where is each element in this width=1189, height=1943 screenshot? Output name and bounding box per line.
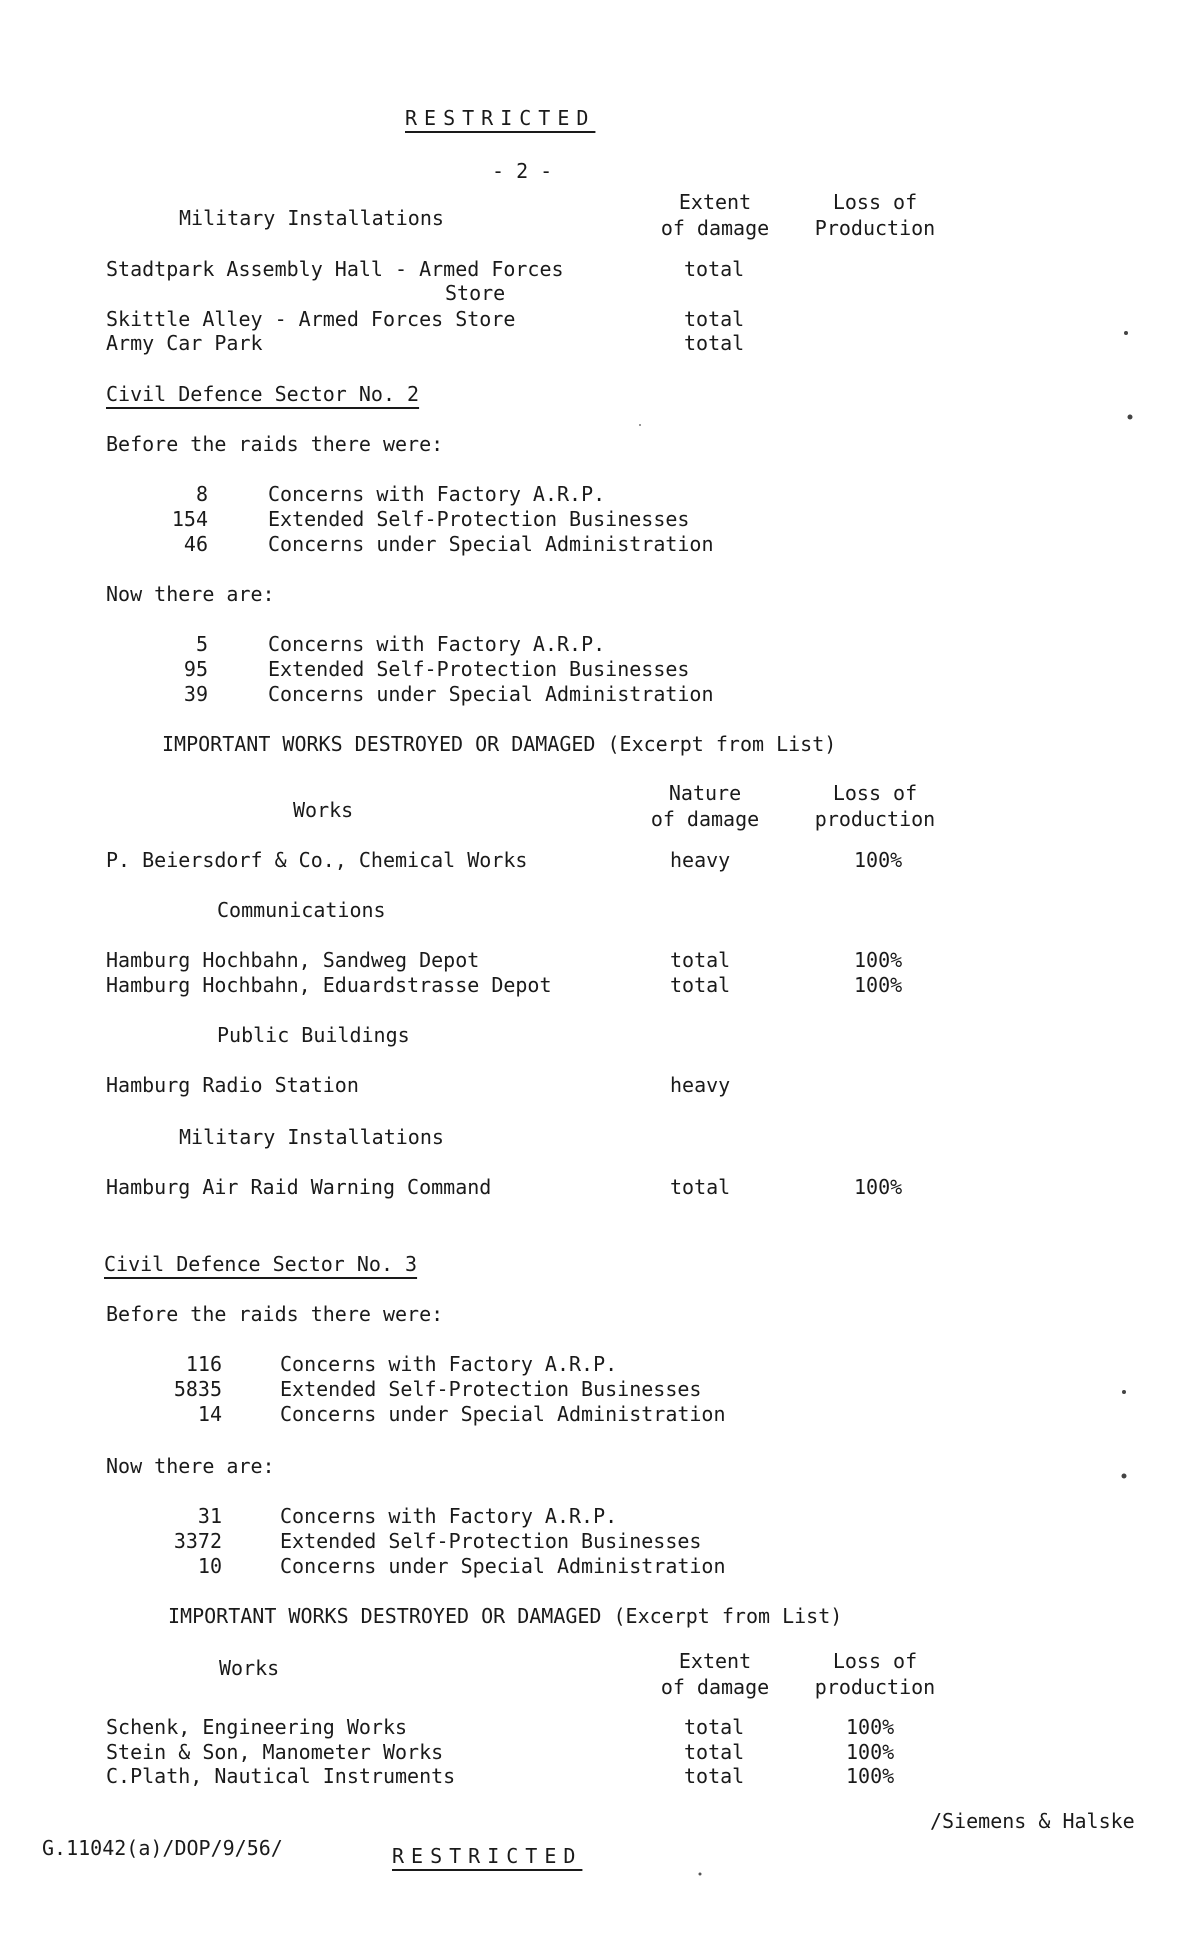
works-damage: heavy [670, 848, 731, 872]
works-loss: 100% [854, 1175, 903, 1199]
row-name: Army Car Park [106, 331, 263, 355]
document-reference: G.11042(a)/DOP/9/56/ [42, 1836, 283, 1860]
row-extent: total [684, 331, 745, 355]
count: 31 [197, 1504, 222, 1528]
works-name: Hamburg Hochbahn, Sandweg Depot [106, 948, 480, 972]
col-extent-line2: of damage [660, 216, 770, 240]
works-damage: total [684, 1740, 745, 1764]
works-loss: 100% [846, 1764, 895, 1788]
works-damage: total [670, 1175, 731, 1199]
sector3-now-label: Now there are: [106, 1454, 275, 1478]
col-nature-line2: of damage [650, 807, 760, 831]
sector3-title: Civil Defence Sector No. 3 [104, 1252, 418, 1276]
col-works: Works [219, 1656, 280, 1680]
works-damage: total [684, 1715, 745, 1739]
classification-footer: RESTRICTED [392, 1844, 583, 1868]
sector2-before-label: Before the raids there were: [106, 432, 444, 456]
works-name: Schenk, Engineering Works [106, 1715, 408, 1739]
count: 46 [183, 532, 208, 556]
count: 14 [197, 1402, 222, 1426]
communications-heading: Communications [217, 898, 386, 922]
works-loss: 100% [846, 1740, 895, 1764]
row-extent: total [684, 257, 745, 281]
row-extent: total [684, 307, 745, 331]
col-extent-line2: of damage [660, 1675, 770, 1699]
count: 5 [195, 632, 208, 656]
count-label: Extended Self-Protection Businesses [280, 1529, 702, 1553]
works-name: Hamburg Hochbahn, Eduardstrasse Depot [106, 973, 552, 997]
count-label: Extended Self-Protection Businesses [268, 657, 690, 681]
col-loss-line1: Loss of [832, 1649, 918, 1673]
row-name: Stadtpark Assembly Hall - Armed Forces [106, 257, 564, 281]
works-name: C.Plath, Nautical Instruments [106, 1764, 456, 1788]
col-extent-line1: Extent [678, 1649, 752, 1673]
col-loss-line1: Loss of [832, 781, 918, 805]
count: 10 [197, 1554, 222, 1578]
col-extent-line1: Extent [678, 190, 752, 214]
count: 95 [183, 657, 208, 681]
works-damage: total [684, 1764, 745, 1788]
count-label: Concerns under Special Administration [280, 1402, 726, 1426]
works-loss: 100% [854, 973, 903, 997]
works-loss: 100% [854, 848, 903, 872]
classification-header: RESTRICTED [405, 106, 596, 130]
military-installations-heading: Military Installations [179, 206, 444, 230]
sector2-now-label: Now there are: [106, 582, 275, 606]
col-nature-line1: Nature [668, 781, 742, 805]
sector3-before-label: Before the raids there were: [106, 1302, 444, 1326]
count-label: Concerns under Special Administration [268, 532, 714, 556]
count-label: Concerns with Factory A.R.P. [268, 632, 606, 656]
public-buildings-heading: Public Buildings [217, 1023, 410, 1047]
col-loss-line2: production [814, 1675, 936, 1699]
works-name: Stein & Son, Manometer Works [106, 1740, 444, 1764]
col-works: Works [293, 798, 354, 822]
count-label: Concerns with Factory A.R.P. [280, 1352, 618, 1376]
count-label: Extended Self-Protection Businesses [268, 507, 690, 531]
count: 116 [185, 1352, 222, 1376]
count: 154 [171, 507, 208, 531]
sector2-title: Civil Defence Sector No. 2 [106, 382, 420, 406]
col-loss-line2: Production [814, 216, 936, 240]
works-name: P. Beiersdorf & Co., Chemical Works [106, 848, 528, 872]
military-heading: Military Installations [179, 1125, 444, 1149]
count: 3372 [173, 1529, 222, 1553]
count: 5835 [173, 1377, 222, 1401]
count-label: Concerns with Factory A.R.P. [268, 482, 606, 506]
sector3-important-heading: IMPORTANT WORKS DESTROYED OR DAMAGED (Excerpt from List) [168, 1604, 843, 1628]
sector2-important-heading: IMPORTANT WORKS DESTROYED OR DAMAGED (Excerpt from List) [162, 732, 837, 756]
works-damage: total [670, 973, 731, 997]
col-loss-line1: Loss of [832, 190, 918, 214]
works-loss: 100% [854, 948, 903, 972]
works-damage: total [670, 948, 731, 972]
count-label: Concerns with Factory A.R.P. [280, 1504, 618, 1528]
row-name: Skittle Alley - Armed Forces Store [106, 307, 516, 331]
continuation-note: /Siemens & Halske [930, 1809, 1135, 1833]
works-name: Hamburg Air Raid Warning Command [106, 1175, 492, 1199]
count: 39 [183, 682, 208, 706]
row-name-continued: Store [445, 281, 506, 305]
count-label: Extended Self-Protection Businesses [280, 1377, 702, 1401]
count-label: Concerns under Special Administration [280, 1554, 726, 1578]
works-damage: heavy [670, 1073, 731, 1097]
works-name: Hamburg Radio Station [106, 1073, 359, 1097]
page-number: - 2 - [492, 159, 553, 183]
col-loss-line2: production [814, 807, 936, 831]
works-loss: 100% [846, 1715, 895, 1739]
count-label: Concerns under Special Administration [268, 682, 714, 706]
count: 8 [195, 482, 208, 506]
